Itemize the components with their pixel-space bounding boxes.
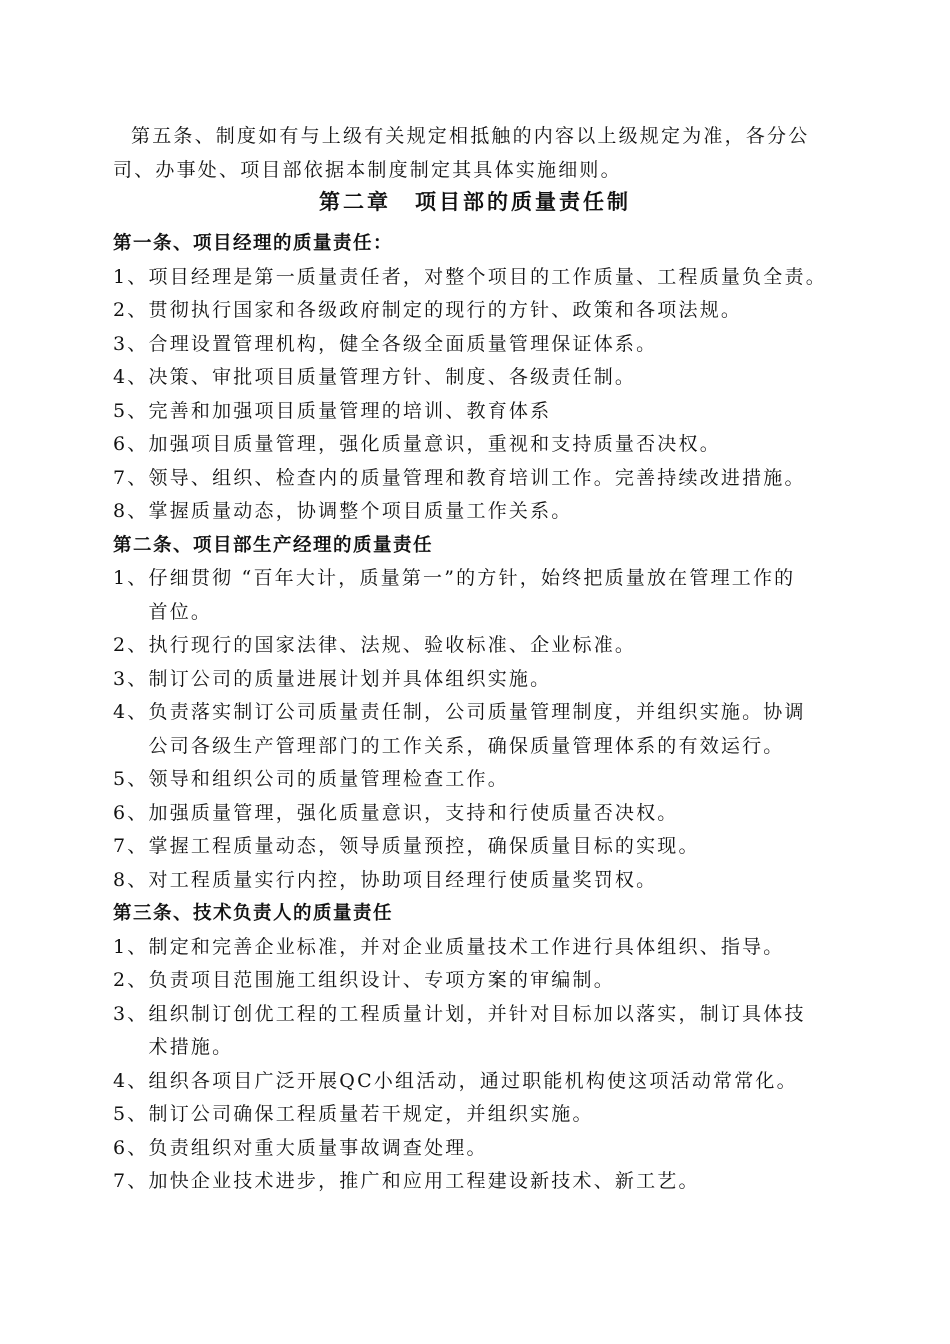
list-item	[113, 495, 873, 529]
list-item-text	[149, 696, 806, 763]
list-item	[113, 294, 873, 328]
list-item	[113, 1165, 873, 1199]
list-item	[113, 361, 873, 395]
list-item-line: 公司各级生产管理部门的工作关系，确保质量管理体系的有效运行。	[148, 734, 785, 757]
list-item-text	[149, 428, 721, 462]
list-item-number: 7、	[113, 835, 149, 857]
list-item-line: 加快企业技术进步，推广和应用工程建设新技术、新工艺。	[148, 1170, 700, 1192]
list-item-text	[149, 562, 796, 629]
list-item-line: 对工程质量实行内控，协助项目经理行使质量奖罚权。	[148, 868, 658, 891]
list-item-text	[149, 261, 827, 295]
list-item-number: 4、	[113, 366, 149, 388]
list-item-number: 4、	[113, 1069, 149, 1092]
list-item	[113, 931, 873, 965]
list-item-text	[149, 395, 552, 429]
article-heading: 第二条、项目部生产经理的质量责任	[113, 534, 434, 556]
list-item-text	[149, 629, 637, 663]
list-item-number: 3、	[113, 332, 149, 355]
intro-paragraph	[113, 120, 863, 187]
list-item	[113, 428, 873, 462]
list-item-line: 执行现行的国家法律、法规、验收标准、企业标准。	[148, 634, 637, 656]
list-item-number: 6、	[113, 1136, 149, 1159]
list-item-line: 负责落实制订公司质量责任制，公司质量管理制度，并组织实施。协调	[148, 701, 806, 723]
list-item-line: 组织各项目广泛开展QC小组活动，通过职能机构使这项活动常常化。	[148, 1069, 798, 1092]
list-item-text	[149, 1132, 488, 1166]
list-item	[113, 964, 873, 998]
list-item	[113, 1132, 873, 1166]
list-item	[113, 1065, 873, 1099]
list-item-text	[149, 763, 509, 797]
list-item-text	[149, 462, 806, 496]
list-item-line: 制定和完善企业标准，并对企业质量技术工作进行具体组织、指导。	[148, 935, 785, 958]
list-item	[113, 797, 873, 831]
list-item-number: 5、	[113, 768, 149, 790]
list-item-text	[149, 663, 552, 697]
list-item-line: 加强项目质量管理，强化质量意识，重视和支持质量否决权。	[148, 433, 721, 455]
list-item-line: 合理设置管理机构，健全各级全面质量管理保证体系。	[148, 332, 658, 355]
intro-line: 司、办事处、项目部依据本制度制定其具体实施细则。	[113, 158, 622, 181]
list-item	[113, 696, 873, 763]
list-item-number: 2、	[113, 299, 149, 321]
list-item-text	[149, 864, 658, 898]
intro-line: 第五条、制度如有与上级有关规定相抵触的内容以上级规定为准，各分公	[131, 125, 810, 147]
list-item-line: 掌握工程质量动态，领导质量预控，确保质量目标的实现。	[148, 835, 700, 857]
list-item-line: 领导、组织、检查内的质量管理和教育培训工作。完善持续改进措施。	[148, 466, 806, 489]
list-item-line: 组织制订创优工程的工程质量计划，并针对目标加以落实，制订具体技	[148, 1002, 806, 1025]
list-item-number: 1、	[113, 935, 149, 958]
list-item	[113, 663, 873, 697]
list-item-line: 术措施。	[148, 1036, 234, 1058]
articles-container	[113, 227, 873, 1199]
list-item-line: 首位。	[148, 600, 213, 623]
list-item	[113, 261, 873, 295]
list-item	[113, 830, 873, 864]
list-item-number: 6、	[113, 433, 149, 455]
list-item-line: 负责项目范围施工组织设计、专项方案的审编制。	[148, 969, 615, 991]
list-item-number: 1、	[113, 567, 149, 589]
list-item	[113, 998, 873, 1065]
list-item-number: 8、	[113, 868, 149, 891]
list-item-number: 3、	[113, 1002, 149, 1025]
list-item-number: 5、	[113, 1103, 149, 1125]
list-item-text	[149, 1065, 798, 1099]
list-item-line: 掌握质量动态，协调整个项目质量工作关系。	[148, 500, 573, 522]
list-item-line: 负责组织对重大质量事故调查处理。	[148, 1136, 488, 1159]
list-item-text	[149, 495, 573, 529]
list-item-text	[149, 931, 785, 965]
article-heading: 第三条、技术负责人的质量责任	[113, 903, 394, 924]
list-item-text	[149, 998, 806, 1065]
list-item-text	[149, 1098, 594, 1132]
list-item-line: 完善和加强项目质量管理的培训、教育体系	[148, 399, 552, 422]
list-item-text	[149, 361, 637, 395]
list-item-line: 制订公司的质量进展计划并具体组织实施。	[148, 667, 552, 690]
list-item	[113, 562, 873, 629]
article-heading: 第一条、项目经理的质量责任：	[113, 233, 394, 254]
list-item-text	[149, 797, 679, 831]
list-item-number: 7、	[113, 1170, 149, 1192]
list-item-text	[149, 830, 700, 864]
list-item-line: 项目经理是第一质量责任者，对整个项目的工作质量、工程质量负全责。	[148, 265, 827, 288]
list-item-text	[149, 964, 615, 998]
list-item-number: 1、	[113, 265, 149, 288]
list-item-number: 2、	[113, 969, 149, 991]
list-item	[113, 328, 873, 362]
list-item-number: 7、	[113, 466, 149, 489]
list-item-number: 3、	[113, 667, 149, 690]
list-item-number: 4、	[113, 701, 149, 723]
list-item-line: 贯彻执行国家和各级政府制定的现行的方针、政策和各项法规。	[148, 299, 743, 321]
list-item-text	[149, 328, 658, 362]
list-item	[113, 395, 873, 429]
list-item	[113, 462, 873, 496]
list-item-line: 决策、审批项目质量管理方针、制度、各级责任制。	[148, 366, 637, 388]
list-item-text	[149, 1165, 700, 1199]
list-item-text	[149, 294, 743, 328]
list-item-line: 加强质量管理，强化质量意识，支持和行使质量否决权。	[148, 801, 679, 824]
list-item	[113, 864, 873, 898]
list-item-line: 领导和组织公司的质量管理检查工作。	[148, 768, 509, 790]
list-item-number: 8、	[113, 500, 149, 522]
list-item	[113, 763, 873, 797]
list-item-line: 制订公司确保工程质量若干规定，并组织实施。	[148, 1103, 594, 1125]
list-item-number: 5、	[113, 399, 149, 422]
chapter-title: 第二章 项目部的质量责任制	[319, 190, 631, 214]
list-item-number: 6、	[113, 801, 149, 824]
list-item	[113, 629, 873, 663]
list-item-line: 仔细贯彻 “百年大计，质量第一”的方针，始终把质量放在管理工作的	[148, 567, 796, 589]
list-item-number: 2、	[113, 634, 149, 656]
list-item	[113, 1098, 873, 1132]
